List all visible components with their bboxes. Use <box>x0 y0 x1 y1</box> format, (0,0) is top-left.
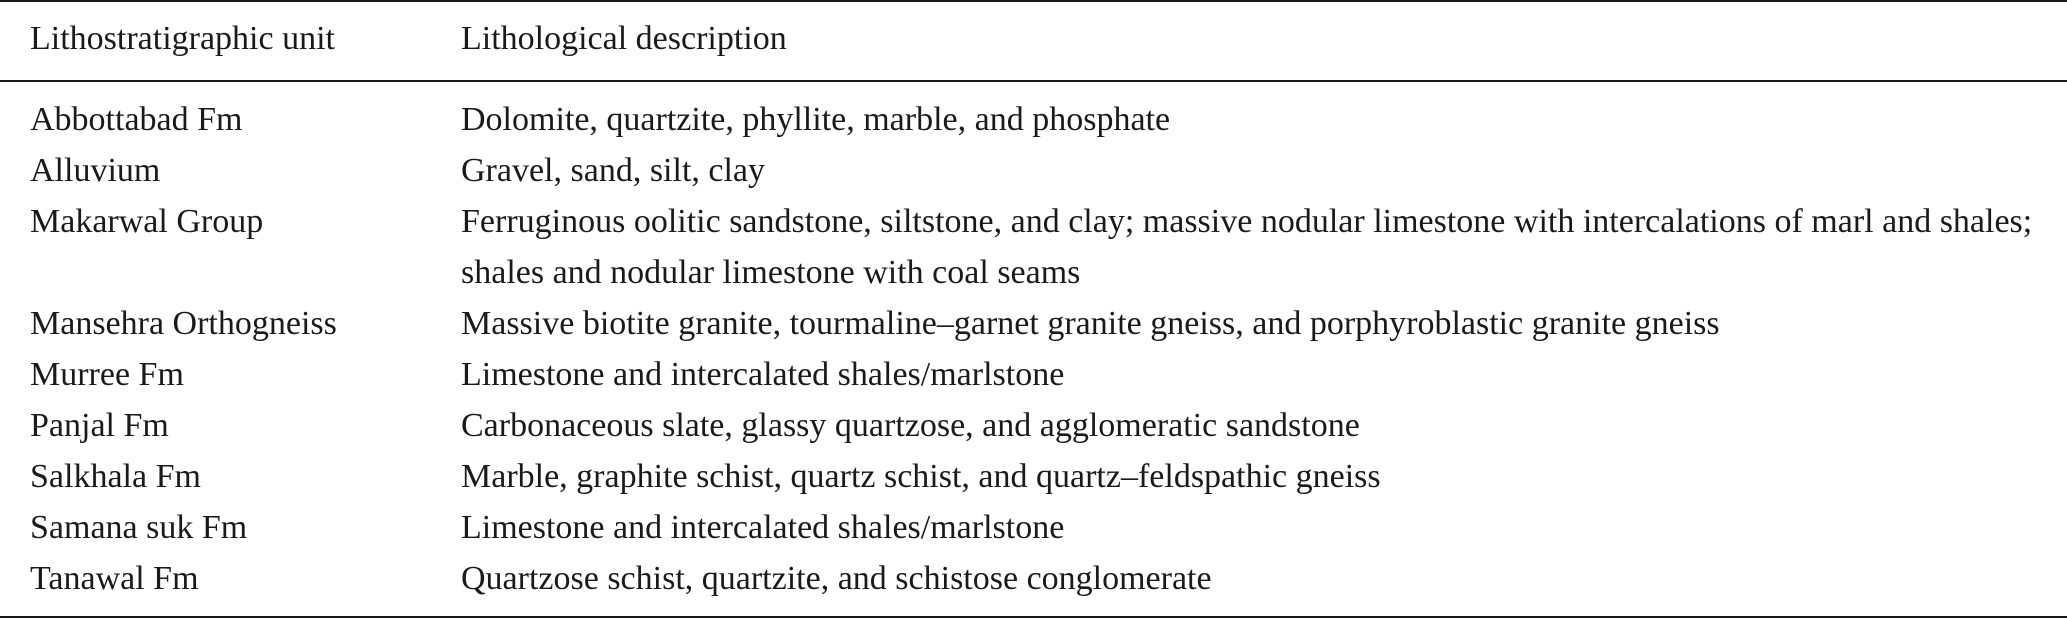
table-bottom-rule <box>0 616 2067 618</box>
table-header-row <box>0 14 2067 64</box>
description-cell: Marble, graphite schist, quartz schist, and quartz–feldspathic gneiss <box>461 458 1381 495</box>
unit-cell: Samana suk Fm <box>30 509 248 546</box>
table-top-rule <box>0 0 2067 2</box>
description-cell: Limestone and intercalated shales/marlstone <box>461 356 1065 393</box>
description-cell: Ferruginous oolitic sandstone, siltstone, and clay; massive nodular limestone with intercalations of marl and shales; shales and nodular limestone with coal seams <box>461 203 2033 291</box>
table-row <box>0 349 2067 400</box>
table-row <box>0 553 2067 604</box>
unit-cell: Panjal Fm <box>30 407 169 444</box>
table-row <box>0 196 2067 298</box>
table-body <box>0 94 2067 604</box>
description-cell: Gravel, sand, silt, clay <box>461 152 766 189</box>
unit-cell: Abbottabad Fm <box>30 101 243 138</box>
description-cell: Limestone and intercalated shales/marlstone <box>461 509 1065 546</box>
description-cell: Dolomite, quartzite, phyllite, marble, and phosphate <box>461 101 1171 138</box>
description-cell: Massive biotite granite, tourmaline–garnet granite gneiss, and porphyroblastic granite gneiss <box>461 305 1720 342</box>
table-header-rule <box>0 80 2067 82</box>
table-row <box>0 400 2067 451</box>
table-row <box>0 451 2067 502</box>
unit-cell: Murree Fm <box>30 356 184 393</box>
description-cell: Quartzose schist, quartzite, and schistose conglomerate <box>461 560 1212 597</box>
unit-cell: Tanawal Fm <box>30 560 199 597</box>
header-lithostratigraphic-unit: Lithostratigraphic unit <box>30 20 335 57</box>
unit-cell: Salkhala Fm <box>30 458 201 495</box>
description-cell: Carbonaceous slate, glassy quartzose, and agglomeratic sandstone <box>461 407 1360 444</box>
unit-cell: Makarwal Group <box>30 203 264 240</box>
table-row <box>0 502 2067 553</box>
unit-cell: Mansehra Orthogneiss <box>30 305 337 342</box>
table-row <box>0 298 2067 349</box>
table-row <box>0 94 2067 145</box>
unit-cell: Alluvium <box>30 152 161 189</box>
header-lithological-description: Lithological description <box>461 20 787 57</box>
table-row <box>0 145 2067 196</box>
